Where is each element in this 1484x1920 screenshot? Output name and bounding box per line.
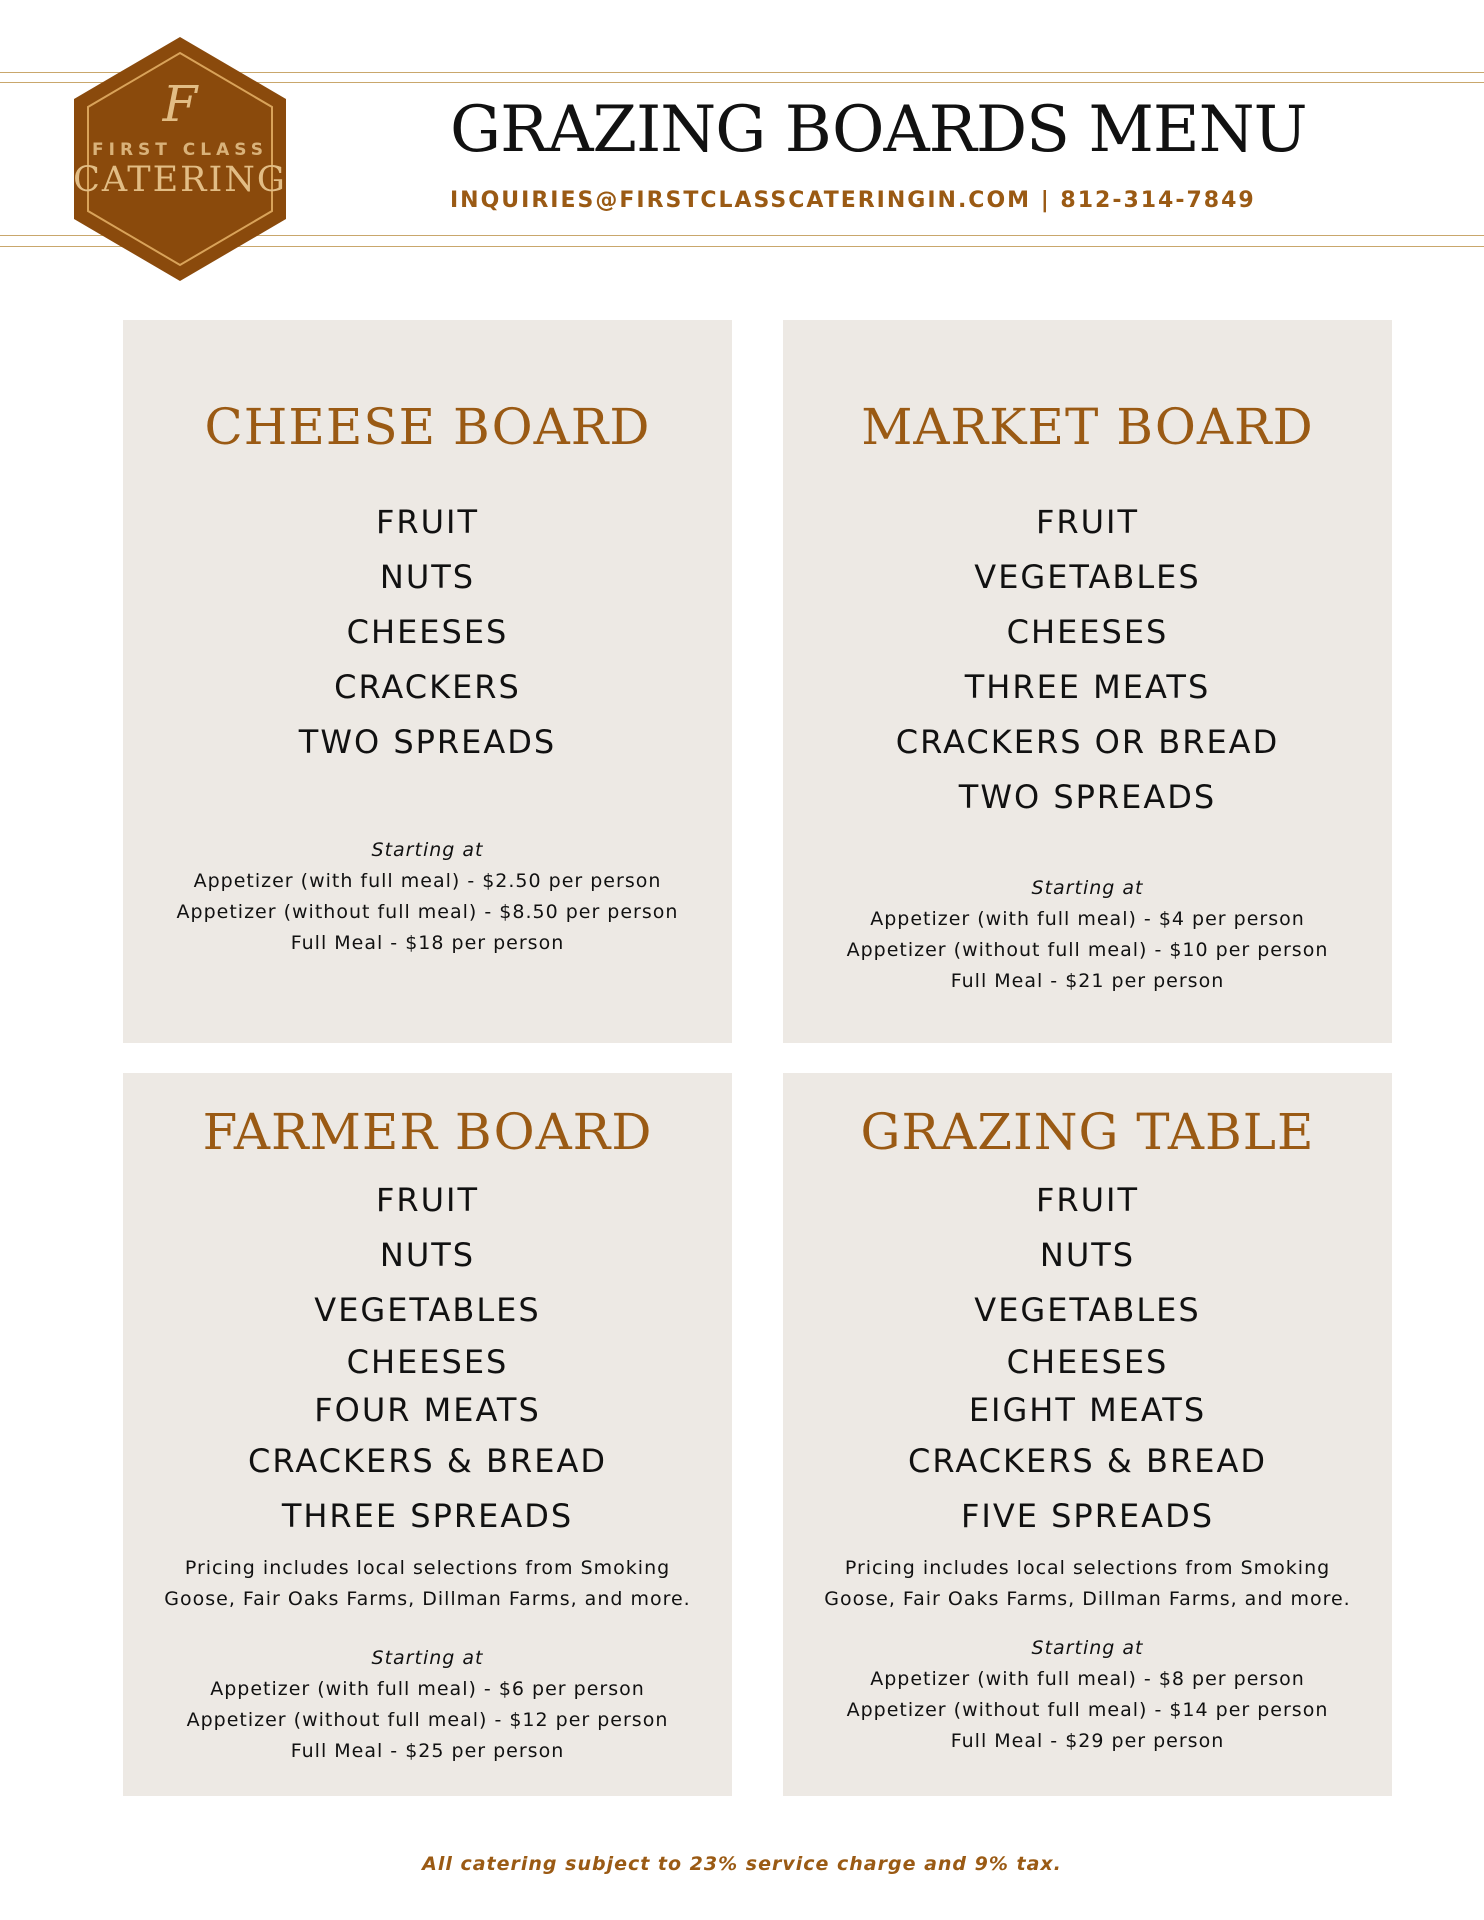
board-item: CRACKERS & BREAD	[248, 1442, 607, 1480]
company-logo	[70, 35, 290, 283]
board-title: CHEESE BOARD	[204, 398, 651, 456]
price-line: Full Meal - $25 per person	[290, 1740, 565, 1762]
board-note	[783, 1553, 1392, 1615]
board-item: FIVE SPREADS	[960, 1497, 1215, 1535]
board-item: THREE MEATS	[964, 668, 1211, 706]
board-item: CRACKERS	[334, 668, 521, 706]
contact-info: INQUIRIES@FIRSTCLASSCATERINGIN.COM | 812-314-7849	[450, 188, 1256, 213]
starting-at-label: Starting at	[371, 1647, 484, 1669]
board-item: FRUIT	[375, 1181, 480, 1219]
board-title: FARMER BOARD	[202, 1103, 653, 1161]
board-item: CHEESES	[346, 613, 509, 651]
board-cheese	[123, 320, 732, 1043]
board-item: VEGETABLES	[974, 1291, 1201, 1329]
board-item: CHEESES	[1006, 613, 1169, 651]
note-line: Pricing includes local selections from Smoking	[844, 1557, 1331, 1579]
board-grazing-table	[783, 1073, 1392, 1796]
board-item: CHEESES	[346, 1343, 509, 1381]
price-line: Appetizer (without full meal) - $10 per person	[846, 939, 1329, 961]
board-item: THREE SPREADS	[281, 1497, 574, 1535]
price-line: Appetizer (without full meal) - $8.50 per person	[176, 901, 679, 923]
board-item: NUTS	[379, 1236, 476, 1274]
board-item: FRUIT	[375, 503, 480, 541]
price-line: Full Meal - $18 per person	[290, 932, 565, 954]
price-line: Appetizer (with full meal) - $8 per person	[870, 1668, 1305, 1690]
price-line: Appetizer (without full meal) - $14 per person	[846, 1699, 1329, 1721]
logo-line-2: CATERING	[73, 160, 287, 200]
starting-at-label: Starting at	[1031, 877, 1144, 899]
logo-line-1: FIRST CLASS	[92, 140, 268, 160]
board-items	[123, 495, 732, 770]
board-pricing	[783, 873, 1392, 997]
price-line: Full Meal - $21 per person	[950, 970, 1225, 992]
price-line: Appetizer (without full meal) - $12 per person	[186, 1709, 669, 1731]
note-line: Goose, Fair Oaks Farms, Dillman Farms, and more.	[824, 1588, 1351, 1610]
note-line: Pricing includes local selections from Smoking	[184, 1557, 671, 1579]
board-item: CRACKERS & BREAD	[908, 1442, 1267, 1480]
board-item: CHEESES	[1006, 1343, 1169, 1381]
board-items	[783, 495, 1392, 825]
board-item: TWO SPREADS	[958, 778, 1217, 816]
board-item: EIGHT MEATS	[968, 1391, 1207, 1429]
board-pricing	[783, 1633, 1392, 1757]
board-item: FRUIT	[1035, 503, 1140, 541]
board-title: MARKET BOARD	[861, 398, 1314, 456]
price-line: Full Meal - $29 per person	[950, 1730, 1225, 1752]
board-item: FOUR MEATS	[314, 1391, 541, 1429]
board-pricing	[123, 1643, 732, 1767]
starting-at-label: Starting at	[371, 839, 484, 861]
board-item: VEGETABLES	[314, 1291, 541, 1329]
board-items	[783, 1173, 1392, 1544]
note-line: Goose, Fair Oaks Farms, Dillman Farms, and more.	[164, 1588, 691, 1610]
logo-monogram: F	[162, 75, 198, 133]
board-items	[123, 1173, 732, 1544]
price-line: Appetizer (with full meal) - $4 per person	[870, 908, 1305, 930]
page-title: GRAZING BOARDS MENU	[450, 93, 1307, 167]
board-note	[123, 1553, 732, 1615]
price-line: Appetizer (with full meal) - $2.50 per person	[193, 870, 662, 892]
board-farmer	[123, 1073, 732, 1796]
price-line: Appetizer (with full meal) - $6 per person	[210, 1678, 645, 1700]
starting-at-label: Starting at	[1031, 1637, 1144, 1659]
board-item: FRUIT	[1035, 1181, 1140, 1219]
board-item: NUTS	[379, 558, 476, 596]
board-market	[783, 320, 1392, 1043]
board-title: GRAZING TABLE	[860, 1103, 1315, 1161]
board-item: NUTS	[1039, 1236, 1136, 1274]
board-item: CRACKERS OR BREAD	[895, 723, 1280, 761]
board-item: TWO SPREADS	[298, 723, 557, 761]
footer-disclaimer: All catering subject to 23% service charge and 9% tax.	[422, 1853, 1062, 1875]
board-item: VEGETABLES	[974, 558, 1201, 596]
board-pricing	[123, 835, 732, 959]
